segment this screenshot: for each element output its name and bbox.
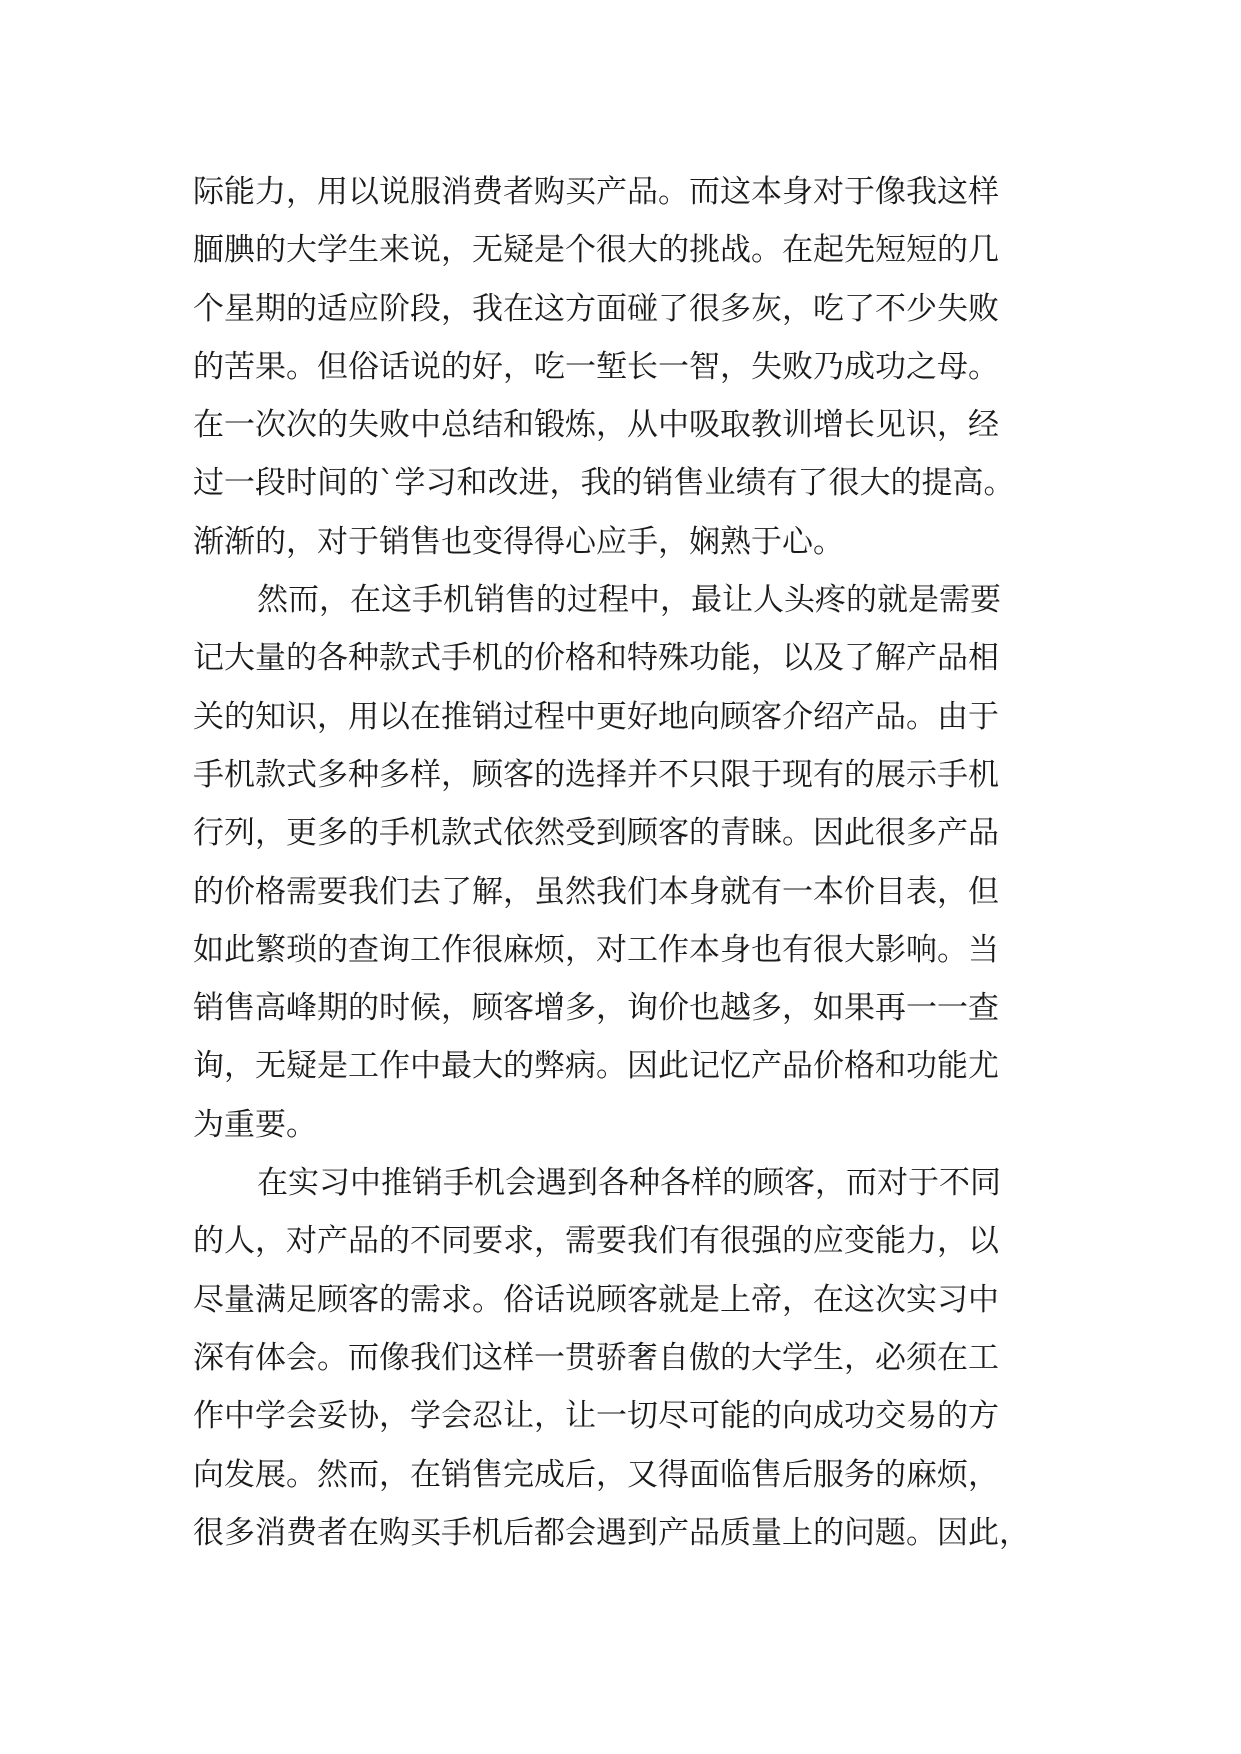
body-text (193, 163, 1051, 1562)
text-line: 渐渐的，对于销售也变得得心应手，娴熟于心。 (193, 523, 844, 560)
text-line: 关的知识，用以在推销过程中更好地向顾客介绍产品。由于 (193, 698, 999, 735)
text-line: 的人，对产品的不同要求，需要我们有很强的应变能力，以 (193, 1223, 999, 1260)
text-line: 个星期的适应阶段，我在这方面碰了很多灰，吃了不少失败 (193, 290, 999, 327)
text-line: 尽量满足顾客的需求。俗话说顾客就是上帝，在这次实习中 (193, 1281, 999, 1318)
text-line: 手机款式多种多样，顾客的选择并不只限于现有的展示手机 (193, 756, 999, 793)
text-line: 的价格需要我们去了解，虽然我们本身就有一本价目表，但 (193, 873, 999, 910)
text-line: 的苦果。但俗话说的好，吃一堑长一智，失败乃成功之母。 (193, 348, 999, 385)
text-line: 作中学会妥协，学会忍让，让一切尽可能的向成功交易的方 (193, 1398, 999, 1435)
text-line: 记大量的各种款式手机的价格和特殊功能，以及了解产品相 (193, 640, 999, 677)
text-line: 深有体会。而像我们这样一贯骄奢自傲的大学生，必须在工 (193, 1339, 999, 1376)
text-line: 如此繁琐的查询工作很麻烦，对工作本身也有很大影响。当 (193, 931, 999, 968)
text-line: 际能力，用以说服消费者购买产品。而这本身对于像我这样 (193, 174, 999, 210)
text-line: 销售高峰期的时候，顾客增多，询价也越多，如果再一一查 (193, 990, 999, 1027)
text-line: 在一次次的失败中总结和锻炼，从中吸取教训增长见识，经 (193, 407, 999, 444)
text-line: 过一段时间的`学习和改进，我的销售业绩有了很大的提高。 (193, 465, 1015, 502)
text-line: 询，无疑是工作中最大的弊病。因此记忆产品价格和功能尤 (193, 1048, 999, 1085)
text-line: 为重要。 (193, 1106, 317, 1143)
paragraph-first-line: 在实习中推销手机会遇到各种各样的顾客，而对于不同 (257, 1165, 1001, 1202)
paragraph-first-line: 然而，在这手机销售的过程中，最让人头疼的就是需要 (257, 582, 1001, 619)
text-line: 很多消费者在购买手机后都会遇到产品质量上的问题。因此， (193, 1514, 1030, 1551)
text-line: 行列，更多的手机款式依然受到顾客的青睐。因此很多产品 (193, 815, 999, 852)
text-line: 向发展。然而，在销售完成后，又得面临售后服务的麻烦， (193, 1456, 999, 1493)
text-line: 腼腆的大学生来说，无疑是个很大的挑战。在起先短短的几 (193, 232, 999, 269)
